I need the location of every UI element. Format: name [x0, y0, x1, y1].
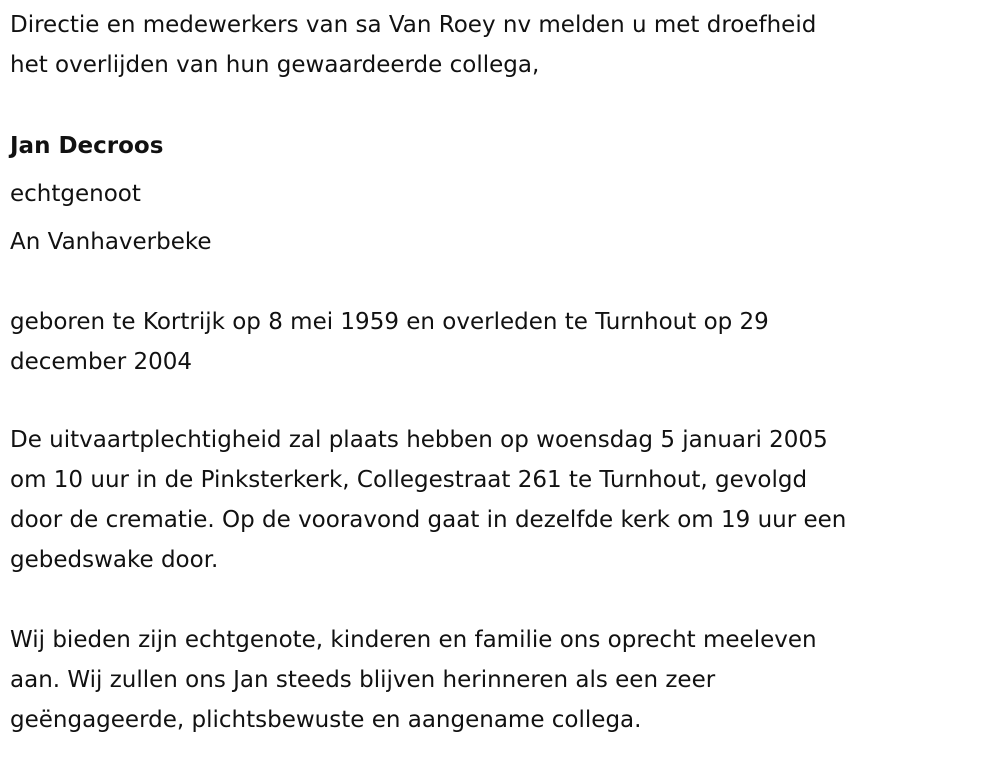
spouse-name: An Vanhaverbeke [10, 229, 212, 255]
funeral-line: De uitvaartplechtigheid zal plaats hebben op woensdag 5 januari 2005 [10, 427, 828, 453]
birth-death-line: december 2004 [10, 349, 193, 375]
deceased-name: Jan Decroos [10, 133, 164, 159]
spouse-label: echtgenoot [10, 181, 141, 207]
condolence-line: Wij bieden zijn echtgenote, kinderen en familie ons oprecht meeleven [10, 627, 817, 653]
funeral-line: om 10 uur in de Pinksterkerk, Collegestraat 261 te Turnhout, gevolgd [10, 467, 808, 493]
condolence-line: aan. Wij zullen ons Jan steeds blijven herinneren als een zeer [10, 667, 716, 693]
birth-death-line: geboren te Kortrijk op 8 mei 1959 en overleden te Turnhout op 29 [10, 309, 769, 335]
intro-line: Directie en medewerkers van sa Van Roey nv melden u met droefheid [10, 12, 817, 38]
intro-line: het overlijden van hun gewaardeerde collega, [10, 52, 540, 78]
funeral-line: door de crematie. Op de vooravond gaat in dezelfde kerk om 19 uur een [10, 507, 847, 533]
funeral-line: gebedswake door. [10, 547, 219, 573]
condolence-line: geëngageerde, plichtsbewuste en aangename collega. [10, 707, 642, 733]
